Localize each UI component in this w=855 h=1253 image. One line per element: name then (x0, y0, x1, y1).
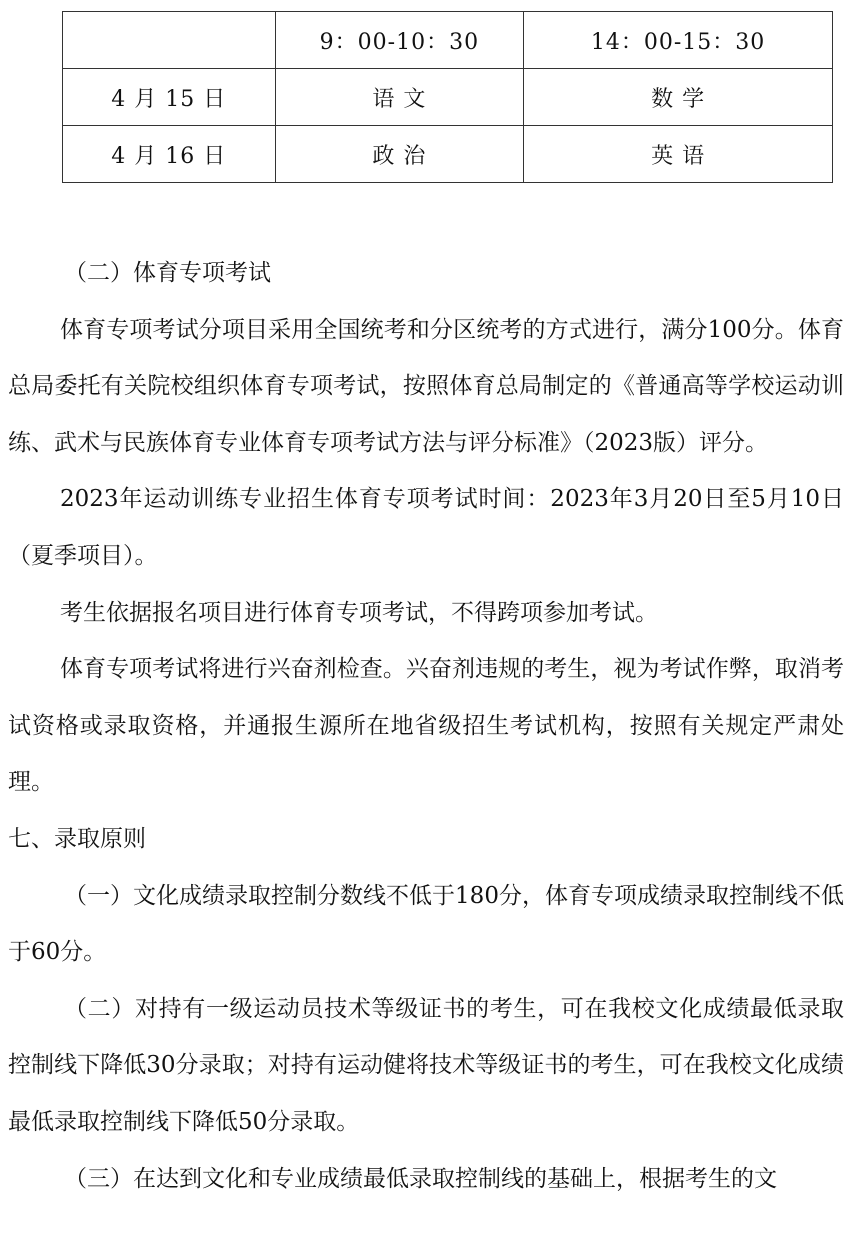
paragraph: 体育专项考试将进行兴奋剂检查。兴奋剂违规的考生，视为考试作弊，取消考试资格或录取资格，并通报生源所在地省级招生考试机构，按照有关规定严肃处理。 (8, 656, 844, 796)
table-cell-date: 4 月 16 日 (63, 126, 276, 183)
section-heading-admission: 七、录取原则 (8, 825, 146, 852)
admission-item: （三）在达到文化和专业成绩最低录取控制线的基础上，根据考生的文 (64, 1165, 777, 1192)
paragraph: 体育专项考试分项目采用全国统考和分区统考的方式进行，满分100分。体育总局委托有关院校组织体育专项考试，按照体育总局制定的《普通高等学校运动训练、武术与民族体育专业体育专项考试方法与评分标准》（2023版）评分。 (8, 316, 844, 456)
table-cell-date: 4 月 15 日 (63, 69, 276, 126)
paragraph: 2023年运动训练专业招生体育专项考试时间：2023年3月20日至5月10日（夏季项目）。 (8, 486, 844, 569)
table-cell: 语 文 (275, 69, 524, 126)
paragraph: 考生依据报名项目进行体育专项考试，不得跨项参加考试。 (60, 599, 658, 626)
admission-item: （二）对持有一级运动员技术等级证书的考生，可在我校文化成绩最低录取控制线下降低30分录取；对持有运动健将技术等级证书的考生，可在我校文化成绩最低录取控制线下降低50分录取。 (8, 995, 844, 1135)
table-cell: 数 学 (524, 69, 833, 126)
admission-item: （一）文化成绩录取控制分数线不低于180分，体育专项成绩录取控制线不低于60分。 (8, 882, 844, 966)
table-cell: 政 治 (275, 126, 524, 183)
exam-schedule-table (62, 11, 833, 183)
section-heading-pe-exam: （二）体育专项考试 (64, 260, 271, 286)
table-row (63, 126, 833, 183)
document-body (8, 245, 844, 1207)
table-cell (63, 12, 276, 69)
table-row (63, 69, 833, 126)
table-header-row (63, 12, 833, 69)
table-cell: 英 语 (524, 126, 833, 183)
table-cell: 14：00-15：30 (524, 12, 833, 69)
table-cell: 9：00-10：30 (275, 12, 524, 69)
